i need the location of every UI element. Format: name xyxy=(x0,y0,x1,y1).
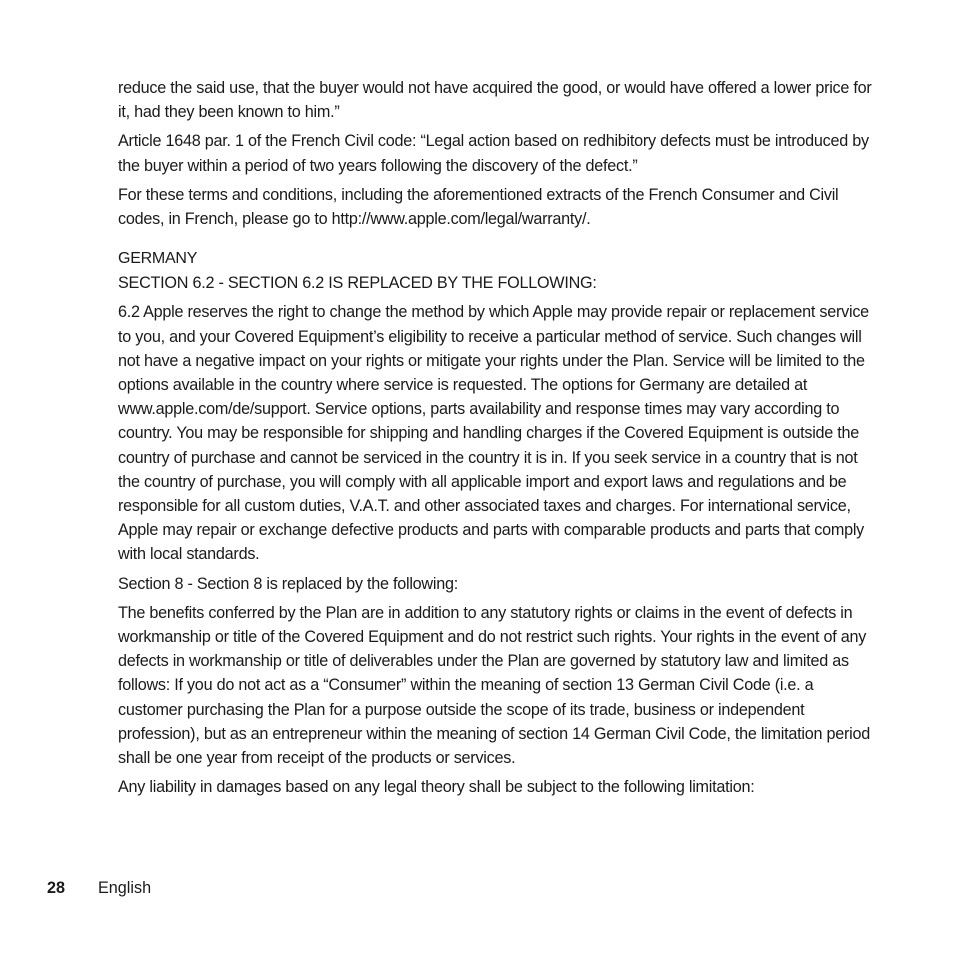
section-heading-germany: GERMANY xyxy=(118,250,198,268)
page-number: 28 xyxy=(47,879,66,897)
paragraph-benefits: The benefits conferred by the Plan are in addition to any statutory rights or claims in the event of defects in workmanship or title of the Covered Equipment and do not restrict such rights. Your rights in the event of any defects in workmanship or title of deliverables under the Plan are governed by statutory law and limited as follows: If you do not act as a “Consumer” within the meaning of section 13 German Civil Code (i.e. a customer purchasing the Plan for a purpose outside the scope of its trade, business or independent profession), but as an entrepreneur within the meaning of section 14 German Civil Code, the limitation period shall be one year from receipt of the products or services. xyxy=(118,603,870,768)
section-6-2-heading: SECTION 6.2 - SECTION 6.2 IS REPLACED BY THE FOLLOWING: xyxy=(118,274,597,293)
paragraph-buyer-quote: reduce the said use, that the buyer would not have acquired the good, or would have offered a lower price for it, had they been known to him.” xyxy=(118,79,872,122)
paragraph-french-terms: For these terms and conditions, including the aforementioned extracts of the French Consumer and Civil codes, in French, please go to http://www.apple.com/legal/warranty/. xyxy=(118,185,839,229)
page-footer xyxy=(47,876,151,900)
section-8-heading: Section 8 - Section 8 is replaced by the following: xyxy=(118,574,458,593)
paragraph-section-6-2: 6.2 Apple reserves the right to change the method by which Apple may provide repair or replacement service to you, and your Covered Equipment’s eligibility to receive a particular method of service. Such changes will not have a negative impact on your rights or mitigate your rights under the Plan. Service will be limited to the options available in the country where service is requested. The options for Germany are detailed at www.apple.com/de/support. Service options, parts availability and response times may vary according to country. You may be responsible for shipping and handling charges if the Covered Equipment is outside the country of purchase and cannot be serviced in the country it is in. If you seek service in a country that is not the country of purchase, you will comply with all applicable import and export laws and regulations and be responsible for all custom duties, V.A.T. and other associated taxes and charges. For international service, Apple may repair or exchange defective products and parts with comparable products and parts that comply with local standards. xyxy=(118,303,869,564)
footer-language: English xyxy=(98,879,152,897)
paragraph-liability: Any liability in damages based on any legal theory shall be subject to the following limitation: xyxy=(118,778,755,797)
document-body xyxy=(118,76,878,804)
paragraph-article-1648: Article 1648 par. 1 of the French Civil code: “Legal action based on redhibitory defects must be introduced by the buyer within a period of two years following the discovery of the defect.” xyxy=(118,132,869,175)
